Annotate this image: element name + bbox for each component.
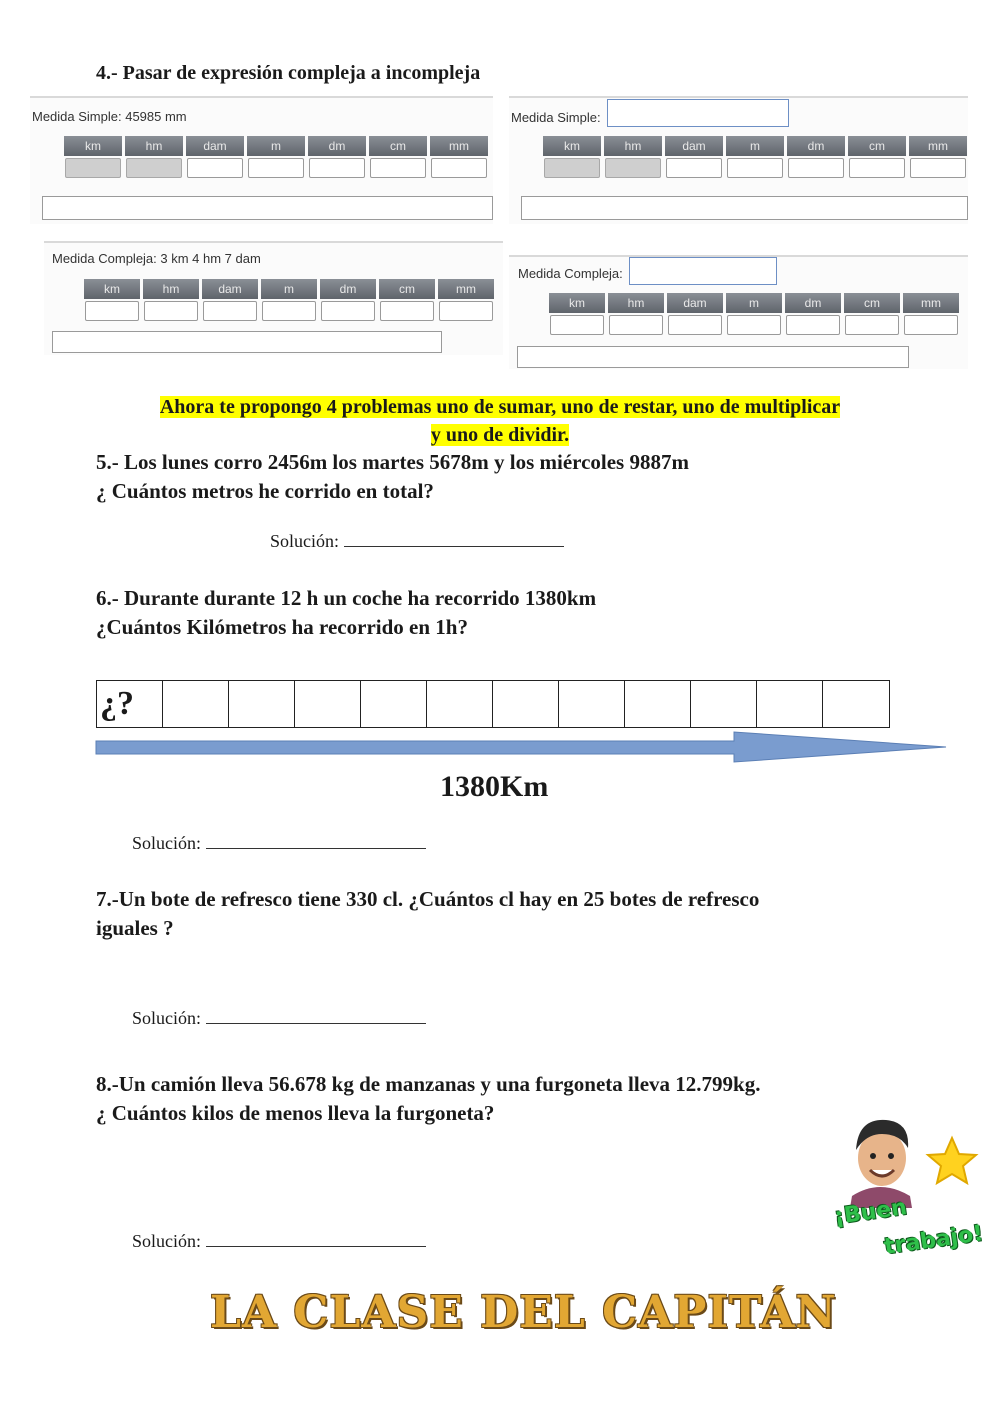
unit-input-dam[interactable] — [668, 315, 722, 335]
unit-input-mm[interactable] — [431, 158, 487, 178]
grid-cell — [295, 681, 361, 727]
unit-cm: cm — [844, 293, 900, 337]
panel-simple-blank — [509, 96, 968, 224]
intro-highlight — [96, 393, 904, 449]
unit-input-mm[interactable] — [439, 301, 493, 321]
unit-input-km[interactable] — [544, 158, 600, 178]
unit-dam: dam — [667, 293, 723, 337]
unit-hm: hm — [604, 136, 662, 180]
unit-km: km — [549, 293, 605, 337]
question-8-line-2: ¿ Cuántos kilos de menos lleva la furgoneta? — [96, 1101, 495, 1125]
solution-5-line[interactable] — [344, 528, 564, 547]
question-6-line-1: 6.- Durante durante 12 h un coche ha recorrido 1380km — [96, 586, 597, 610]
unit-row — [64, 136, 491, 180]
unit-input-cm[interactable] — [380, 301, 434, 321]
grid-cell — [625, 681, 691, 727]
panel-label: Medida Compleja: — [518, 266, 623, 281]
solution-6 — [132, 830, 426, 854]
unit-m: m — [726, 136, 784, 180]
intro-line-1: Ahora te propongo 4 problemas uno de sumar, uno de restar, uno de multiplicar — [159, 396, 841, 418]
question-7-line-1: 7.-Un bote de refresco tiene 330 cl. ¿Cuántos cl hay en 25 botes de refresco — [96, 887, 760, 911]
panel-simple-given — [30, 96, 493, 224]
unit-dam: dam — [665, 136, 723, 180]
unit-input-cm[interactable] — [849, 158, 905, 178]
unit-mm: mm — [438, 279, 494, 323]
unit-input-dam[interactable] — [187, 158, 243, 178]
panel-complex-given — [44, 241, 503, 355]
unit-dm: dm — [308, 136, 366, 180]
simple-measure-input[interactable] — [607, 99, 789, 127]
solution-7-line[interactable] — [206, 1005, 426, 1024]
unit-dam: dam — [186, 136, 244, 180]
unit-input-cm[interactable] — [370, 158, 426, 178]
unit-row — [549, 293, 962, 337]
badge-text-2: trabajo! — [882, 1221, 985, 1260]
solution-8-line[interactable] — [206, 1228, 426, 1247]
unit-input-dam[interactable] — [666, 158, 722, 178]
unit-input-mm[interactable] — [904, 315, 958, 335]
solution-label: Solución: — [132, 1231, 202, 1251]
solution-label: Solución: — [132, 833, 202, 853]
grid-cell — [163, 681, 229, 727]
grid-cell — [361, 681, 427, 727]
unit-km: km — [84, 279, 140, 323]
hours-grid — [96, 680, 890, 728]
unit-input-dm[interactable] — [788, 158, 844, 178]
solution-8 — [132, 1228, 426, 1252]
grid-cell — [229, 681, 295, 727]
total-distance: 1380Km — [440, 770, 549, 803]
unit-input-hm[interactable] — [609, 315, 663, 335]
grid-cell-1: ¿? — [97, 681, 163, 727]
answer-input[interactable] — [521, 196, 968, 220]
grid-cell — [691, 681, 757, 727]
grid-cell — [559, 681, 625, 727]
question-7 — [96, 885, 759, 943]
badge-text-1: ¡Buen — [832, 1195, 909, 1230]
question-5 — [96, 448, 689, 506]
grid-cell — [493, 681, 559, 727]
unit-dm: dm — [787, 136, 845, 180]
solution-label: Solución: — [132, 1008, 202, 1028]
unit-km: km — [64, 136, 122, 180]
grid-cell — [427, 681, 493, 727]
question-5-line-2: ¿ Cuántos metros he corrido en total? — [96, 479, 434, 503]
exercise-4-title: 4.- Pasar de expresión compleja a incompleja — [96, 62, 481, 84]
unit-input-hm[interactable] — [144, 301, 198, 321]
panel-label: Medida Simple: — [511, 110, 601, 125]
unit-mm: mm — [903, 293, 959, 337]
unit-m: m — [247, 136, 305, 180]
unit-hm: hm — [143, 279, 199, 323]
unit-dm: dm — [785, 293, 841, 337]
question-6-line-2: ¿Cuántos Kilómetros ha recorrido en 1h? — [96, 615, 468, 639]
unit-m: m — [726, 293, 782, 337]
unit-input-m[interactable] — [727, 315, 781, 335]
unit-cm: cm — [848, 136, 906, 180]
solution-label: Solución: — [270, 531, 340, 551]
solution-5 — [270, 528, 564, 552]
unit-cm: cm — [379, 279, 435, 323]
unit-input-dm[interactable] — [786, 315, 840, 335]
unit-input-km[interactable] — [65, 158, 121, 178]
unit-input-cm[interactable] — [845, 315, 899, 335]
grid-cell — [823, 681, 889, 727]
unit-hm: hm — [125, 136, 183, 180]
panel-label: Medida Compleja: 3 km 4 hm 7 dam — [52, 251, 261, 266]
unit-input-dm[interactable] — [321, 301, 375, 321]
intro-line-2: y uno de dividir. — [430, 424, 570, 446]
unit-km: km — [543, 136, 601, 180]
panel-complex-blank — [509, 255, 968, 369]
unit-mm: mm — [430, 136, 488, 180]
unit-input-hm[interactable] — [605, 158, 661, 178]
unit-hm: hm — [608, 293, 664, 337]
distance-arrow-icon — [94, 730, 950, 764]
unit-mm: mm — [909, 136, 967, 180]
unit-input-hm[interactable] — [126, 158, 182, 178]
complex-measure-input[interactable] — [629, 257, 777, 285]
question-5-line-1: 5.- Los lunes corro 2456m los martes 5678m y los miércoles 9887m — [96, 450, 689, 474]
class-logo: LA CLASE DEL CAPITÁN — [210, 1287, 837, 1338]
answer-input[interactable] — [517, 346, 909, 368]
question-6 — [96, 584, 596, 642]
unit-input-dm[interactable] — [309, 158, 365, 178]
unit-dam: dam — [202, 279, 258, 323]
answer-input[interactable] — [52, 331, 442, 353]
unit-input-m[interactable] — [262, 301, 316, 321]
unit-cm: cm — [369, 136, 427, 180]
solution-6-line[interactable] — [206, 830, 426, 849]
unit-dm: dm — [320, 279, 376, 323]
answer-input[interactable] — [42, 196, 493, 220]
unit-input-mm[interactable] — [910, 158, 966, 178]
unit-row — [84, 279, 497, 323]
grid-cell — [757, 681, 823, 727]
unit-input-m[interactable] — [248, 158, 304, 178]
panel-label: Medida Simple: 45985 mm — [32, 109, 187, 124]
unit-input-km[interactable] — [550, 315, 604, 335]
unit-m: m — [261, 279, 317, 323]
unit-input-dam[interactable] — [203, 301, 257, 321]
unit-input-km[interactable] — [85, 301, 139, 321]
question-7-line-2: iguales ? — [96, 916, 174, 940]
unit-row — [543, 136, 970, 180]
question-8-line-1: 8.-Un camión lleva 56.678 kg de manzanas y una furgoneta lleva 12.799kg. — [96, 1072, 761, 1096]
solution-7 — [132, 1005, 426, 1029]
unit-input-m[interactable] — [727, 158, 783, 178]
question-8 — [96, 1070, 760, 1128]
